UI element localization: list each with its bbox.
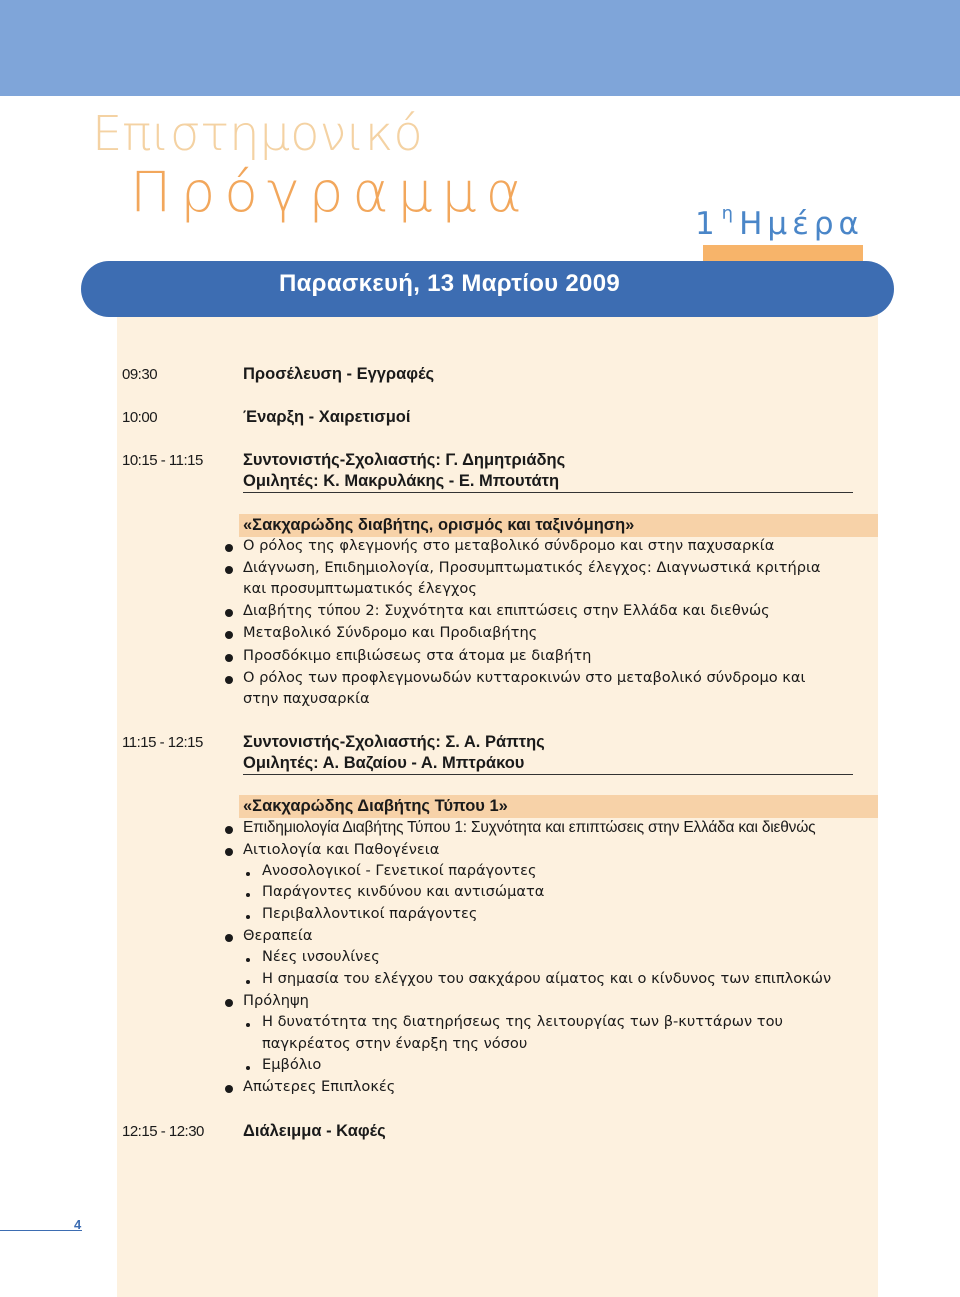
bullet-icon — [225, 999, 233, 1007]
list-item: Μεταβολικό Σύνδρομο και Προδιαβήτης — [243, 624, 538, 641]
top-color-band — [0, 0, 960, 96]
bullet-icon — [225, 631, 233, 639]
list-item-continuation: στην παχυσαρκία — [243, 690, 370, 707]
speakers-line: Ομιλητές: Κ. Μακρυλάκης - Ε. Μπουτάτη — [243, 472, 560, 490]
list-item: Διαβήτης τύπου 2: Συχνότητα και επιπτώσεις στην Ελλάδα και διεθνώς — [243, 602, 770, 619]
time-slot: 10:15 - 11:15 — [122, 452, 203, 469]
sub-list-item: Περιβαλλοντικοί παράγοντες — [262, 905, 478, 922]
moderators-line: Συντονιστής-Σχολιαστής: Σ. Α. Ράπτης — [243, 733, 545, 751]
bullet-icon — [225, 934, 233, 942]
content-panel — [117, 288, 878, 1297]
session-heading: Έναρξη - Χαιρετισμοί — [243, 408, 411, 426]
list-item: Αιτιολογία και Παθογένεια — [243, 841, 440, 858]
time-slot: 12:15 - 12:30 — [122, 1123, 204, 1140]
title-line-1: Επιστημονικό — [92, 106, 423, 162]
sub-list-item-continuation: παγκρέατος στην έναρξη της νόσου — [262, 1035, 528, 1052]
list-item: Ο ρόλος των προφλεγμονωδών κυτταροκινών στο μεταβολικό σύνδρομο και — [243, 669, 806, 686]
sub-list-item: Παράγοντες κινδύνου και αντισώματα — [262, 883, 545, 900]
title-line-2: Πρόγραμμα — [130, 160, 531, 224]
sub-list-item: Η δυνατότητα της διατηρήσεως της λειτουργίας των β-κυττάρων του — [262, 1013, 783, 1030]
session-heading: Προσέλευση - Εγγραφές — [243, 365, 435, 383]
sub-list-item: Η σημασία του ελέγχου του σακχάρου αίματος και ο κίνδυνος των επιπλοκών — [262, 970, 832, 987]
sub-bullet-icon — [246, 1023, 250, 1027]
bullet-icon — [225, 544, 233, 552]
list-item: Ο ρόλος της φλεγμονής στο μεταβολικό σύνδρομο και στην παχυσαρκία — [243, 537, 775, 554]
sub-bullet-icon — [246, 958, 250, 962]
bullet-icon — [225, 566, 233, 574]
list-item: Επιδημιολογία Διαβήτης Τύπου 1: Συχνότητα και επιπτώσεις στην Ελλάδα και διεθνώς — [243, 819, 816, 836]
list-item: Πρόληψη — [243, 992, 309, 1009]
bullet-icon — [225, 826, 233, 834]
list-item: Θεραπεία — [243, 927, 313, 944]
bullet-icon — [225, 1085, 233, 1093]
sub-bullet-icon — [246, 893, 250, 897]
sub-bullet-icon — [246, 915, 250, 919]
bullet-icon — [225, 848, 233, 856]
moderators-line: Συντονιστής-Σχολιαστής: Γ. Δημητριάδης — [243, 451, 566, 469]
session-heading: Διάλειμμα - Καφές — [243, 1122, 386, 1140]
bullet-icon — [225, 609, 233, 617]
bullet-icon — [225, 676, 233, 684]
divider — [243, 492, 853, 493]
time-slot: 09:30 — [122, 366, 158, 383]
list-item: Διάγνωση, Επιδημιολογία, Προσυμπτωματικός έλεγχος: Διαγνωστικά κριτήρια — [243, 559, 821, 576]
sub-list-item: Νέες ινσουλίνες — [262, 948, 380, 965]
page-number-rule — [0, 1230, 82, 1231]
session-title-highlight: «Σακχαρώδης Διαβήτης Τύπου 1» — [239, 795, 878, 818]
list-item: Απώτερες Επιπλοκές — [243, 1078, 396, 1095]
sub-bullet-icon — [246, 980, 250, 984]
date-heading: Παρασκευή, 13 Μαρτίου 2009 — [279, 270, 620, 297]
session-title-highlight: «Σακχαρώδης διαβήτης, ορισμός και ταξινόμηση» — [239, 514, 878, 537]
page-number: 4 — [74, 1217, 82, 1232]
sub-bullet-icon — [246, 1066, 250, 1070]
sub-bullet-icon — [246, 872, 250, 876]
bullet-icon — [225, 654, 233, 662]
speakers-line: Ομιλητές: Α. Βαζαίου - Α. Μπτράκου — [243, 754, 525, 772]
time-slot: 10:00 — [122, 409, 158, 426]
day-word: Ημέρα — [739, 206, 864, 242]
day-label — [694, 202, 864, 242]
day-ordinal: η — [721, 202, 734, 224]
time-slot: 11:15 - 12:15 — [122, 734, 203, 751]
day-number: 1 — [694, 206, 720, 242]
list-item-continuation: και προσυμπτωματικός έλεγχος — [243, 580, 477, 597]
sub-list-item: Ανοσολογικοί - Γενετικοί παράγοντες — [262, 862, 537, 879]
list-item: Προσδόκιμο επιβιώσεως στα άτομα με διαβήτη — [243, 647, 592, 664]
sub-list-item: Εμβόλιο — [262, 1056, 322, 1073]
divider — [243, 774, 853, 775]
